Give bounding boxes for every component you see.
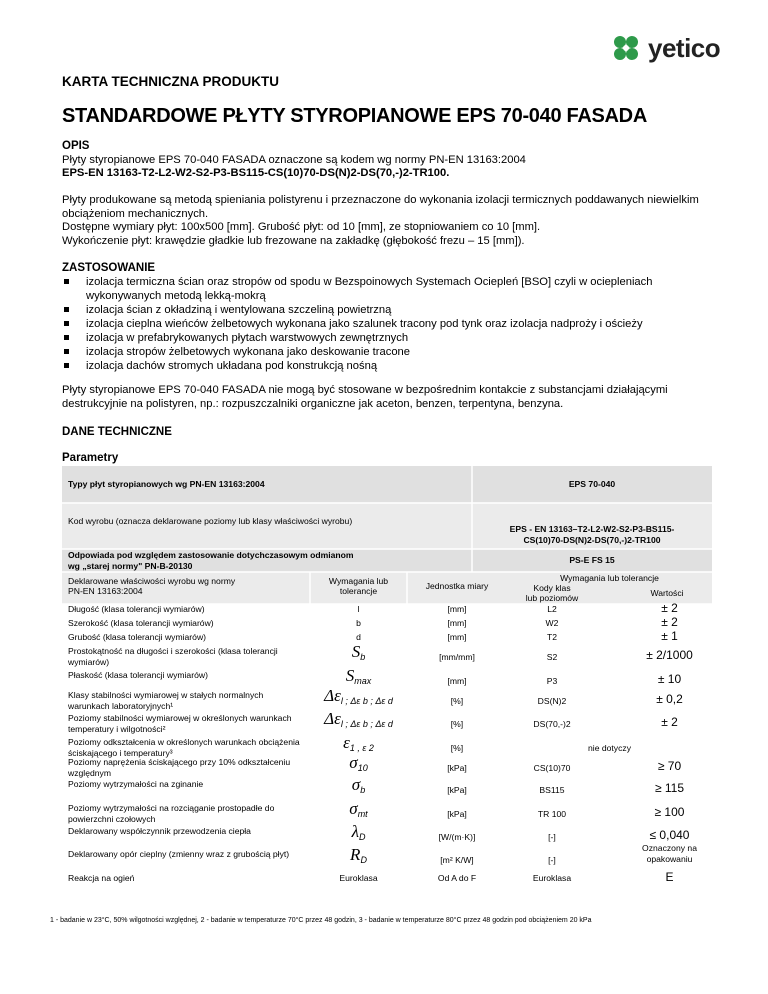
row-value: ± 1	[661, 629, 678, 643]
row-property: Poziomy stabilności wymiarowej w określonych warunkach temperatury i wilgotności²	[68, 713, 292, 734]
usage-warning: Płyty styropianowe EPS 70-040 FASADA nie mogą być stosowane w bezpośrednim kontakcie z substancjami działającymi destrukcyjnie na polistyren, np.: rozpuszczalniki organiczne jak aceton, benzen, terpentyna, benzyna.	[62, 384, 668, 410]
row-property: Klasy stabilności wymiarowej w stałych normalnych warunkach laboratoryjnych¹	[68, 690, 264, 711]
row-symbol-main: σ	[351, 775, 361, 794]
row-value: ± 2	[661, 601, 678, 615]
row-unit: [kPa]	[447, 785, 467, 795]
row-type-value: EPS 70-040	[568, 479, 616, 489]
doc-title: STANDARDOWE PŁYTY STYROPIANOWE EPS 70-040 FASADA	[62, 105, 647, 127]
row-value: ≥ 115	[654, 781, 685, 795]
col-codes-b: lub poziomów	[525, 593, 579, 603]
row-symbol	[310, 753, 407, 774]
row-symbol-sub: D	[360, 855, 367, 865]
row-value: ≤ 0,040	[649, 828, 690, 842]
row-unit: [m² K/W]	[440, 855, 474, 865]
row-symbol	[310, 733, 407, 754]
row-class-code: W2	[545, 618, 559, 628]
row-symbol	[310, 666, 407, 687]
opis-code: EPS-EN 13163-T2-L2-W2-S2-P3-BS115-CS(10)70-DS(N)2-DS(70,-)2-TR100.	[62, 167, 450, 179]
row-property: Grubość (klasa tolerancji wymiarów)	[68, 632, 207, 642]
row-unit: [%]	[450, 719, 464, 729]
row-class-code: BS115	[539, 785, 565, 795]
row-class-code: [-]	[548, 832, 556, 842]
row-symbol: b	[356, 618, 361, 628]
list-item: izolacja w prefabrykowanych płytach warstwowych zewnętrznych	[62, 331, 712, 345]
row-class-code: [-]	[548, 855, 556, 865]
parametry-subheading: Parametry	[62, 452, 119, 464]
col-prop-b: PN-EN 13163:2004	[68, 586, 143, 596]
row-symbol-sub: max	[354, 676, 372, 686]
row-property: Deklarowany współczynnik przewodzenia ciepła	[68, 826, 251, 836]
row-unit: [mm]	[447, 676, 467, 686]
row-symbol-sub: D	[358, 832, 366, 842]
row-symbol	[310, 822, 407, 843]
row-symbol-sub: b	[360, 652, 366, 662]
section-dane-heading: DANE TECHNICZNE	[62, 426, 172, 438]
list-item: izolacja ścian z okładziną i wentylowana szczeliną powietrzną	[62, 303, 712, 317]
row-symbol-sub: b	[360, 785, 366, 795]
brand-logo	[610, 30, 730, 66]
row-property: Poziomy odkształcenia w określonych warunkach obciążenia ściskającego i temperatury³	[68, 737, 300, 758]
row-property: Prostokątność na długości i szerokości (klasa tolerancji wymiarów)	[68, 646, 278, 667]
row-symbol-sub: 1 , ε 2	[349, 743, 374, 753]
row-old-norm-value: PS-E FS 15	[569, 555, 615, 565]
row-symbol-main: Δε	[324, 709, 341, 728]
row-unit: [kPa]	[447, 763, 467, 773]
row-property: Płaskość (klasa tolerancji wymiarów)	[68, 670, 208, 680]
row-value: ≥ 100	[654, 805, 685, 819]
row-value: E	[665, 870, 674, 884]
row-class-code: nie dotyczy	[588, 743, 631, 753]
section-zastosowanie-heading: ZASTOSOWANIE	[62, 262, 156, 274]
opis-para4: Wykończenie płyt: krawędzie gładkie lub frezowane na zakładkę (głębokość frezu – 15 [mm]).	[62, 235, 525, 247]
row-code-value-a: EPS - EN 13163–T2-L2-W2-S2-P3-BS115-	[509, 524, 675, 534]
col-tol: Wymagania lub tolerancje	[560, 573, 659, 583]
col-req-a: Wymagania lub	[328, 576, 389, 586]
row-unit: [%]	[450, 743, 464, 753]
row-unit: [mm/mm]	[439, 652, 475, 662]
row-symbol: d	[356, 632, 361, 642]
row-symbol	[310, 709, 407, 730]
row-class-code: T2	[546, 632, 558, 642]
row-class-code: S2	[546, 652, 558, 662]
row-symbol-main: σ	[349, 799, 358, 818]
col-prop-a: Deklarowane właściwości wyrobu wg normy	[68, 576, 236, 586]
col-values: Wartości	[650, 588, 684, 598]
row-unit: [%]	[450, 696, 464, 706]
row-property: Poziomy wytrzymałości na rozciąganie prostopadłe do powierzchni czołowych	[68, 803, 275, 824]
row-class-code: DS(70,-)2	[533, 719, 571, 729]
row-symbol-main: σ	[349, 753, 358, 772]
row-property: Poziomy wytrzymałości na zginanie	[68, 779, 204, 789]
col-req-b: tolerancje	[339, 586, 378, 596]
row-symbol-main: λ	[351, 822, 359, 841]
brand-name: yetico	[648, 32, 721, 63]
row-class-code: TR 100	[537, 809, 567, 819]
row-symbol	[310, 775, 407, 796]
row-value: ± 10	[657, 672, 682, 686]
row-symbol-main: ε	[343, 733, 350, 752]
clover-icon	[610, 32, 642, 64]
row-class-code: P3	[546, 676, 558, 686]
row-symbol	[310, 845, 407, 866]
row-symbol-sub: 10	[357, 763, 368, 773]
row-value: Oznaczony na opakowaniu	[642, 843, 697, 864]
list-item: izolacja termiczna ścian oraz stropów od spodu w Bezspoinowych Systemach Ociepleń [BSO] czyli w ociepleniach wykonywanych metodą lekką-mokrą	[62, 275, 712, 303]
row-unit: [kPa]	[447, 809, 467, 819]
row-symbol	[310, 799, 407, 820]
doc-kicker: KARTA TECHNICZNA PRODUKTU	[62, 74, 279, 89]
col-unit: Jednostka miary	[425, 581, 489, 591]
section-opis-heading: OPIS	[62, 140, 90, 152]
row-symbol-main: S	[345, 666, 355, 685]
applications-list	[62, 275, 712, 373]
row-symbol-main: R	[350, 845, 361, 864]
row-value: ± 2	[661, 615, 678, 629]
row-symbol-sub: l ; Δε b ; Δε d	[340, 719, 393, 729]
row-property: Deklarowany opór cieplny (zmienny wraz z grubością płyt)	[68, 849, 290, 859]
row-code-value-b: CS(10)70-DS(N)2-DS(70,-)2-TR100	[523, 535, 661, 545]
row-old-norm-label-b: wg „starej normy" PN-B-20130	[68, 561, 193, 571]
row-symbol-sub: l ; Δε b ; Δε d	[340, 696, 393, 706]
list-item: izolacja stropów żelbetowych wykonana jako deskowanie tracone	[62, 345, 712, 359]
row-unit: [mm]	[447, 618, 467, 628]
row-symbol-sub: mt	[357, 809, 368, 819]
row-property: Szerokość (klasa tolerancji wymiarów)	[68, 618, 214, 628]
row-value: ± 2	[661, 715, 678, 729]
row-unit: [mm]	[447, 604, 467, 614]
row-value: ± 0,2	[656, 692, 683, 706]
row-old-norm-label-a: Odpowiada pod względem zastosowanie dotychczasowym odmianom	[68, 550, 354, 560]
row-property: Poziomy naprężenia ściskającego przy 10% odkształceniu względnym	[68, 757, 291, 778]
row-symbol: Euroklasa	[339, 873, 378, 883]
row-symbol: l	[357, 604, 360, 614]
col-codes-a: Kody klas	[533, 583, 571, 593]
row-unit: [mm]	[447, 632, 467, 642]
list-item: izolacja cieplna wieńców żelbetowych wykonana jako szalunek tracony pod tynk oraz izolacja nadproży i ościeży	[62, 317, 712, 331]
row-code-label: Kod wyrobu (oznacza deklarowane poziomy lub klasy właściwości wyrobu)	[68, 516, 353, 526]
row-property: Długość (klasa tolerancji wymiarów)	[68, 604, 205, 614]
row-class-code: CS(10)70	[533, 763, 571, 773]
row-value: ± 2/1000	[646, 648, 693, 662]
opis-line1: Płyty styropianowe EPS 70-040 FASADA oznaczone są kodem wg normy PN-EN 13163:2004	[62, 154, 526, 166]
opis-para2: Płyty produkowane są metodą spieniania polistyrenu i przeznaczone do wykonania izolacji termicznych poddawanych niewielkim obciążeniom mechanicznych.	[62, 194, 699, 220]
row-class-code: DS(N)2	[537, 696, 567, 706]
row-symbol	[310, 642, 407, 663]
row-symbol-main: S	[351, 642, 361, 661]
row-value: ≥ 70	[657, 759, 682, 773]
table-footnote: 1 - badanie w 23°C, 50% wilgotności względnej, 2 - badanie w temperaturze 70°C przez 48 godzin, 3 - badanie w temperaturze 80°C przez 48 godzin pod obciążeniem 20 kPa	[50, 917, 592, 924]
row-symbol	[310, 686, 407, 707]
row-class-code: L2	[547, 604, 557, 614]
row-class-code: Euroklasa	[532, 873, 572, 883]
row-property: Reakcja na ogień	[68, 873, 135, 883]
row-symbol-main: Δε	[324, 686, 341, 705]
opis-para3: Dostępne wymiary płyt: 100x500 [mm]. Grubość płyt: od 10 [mm], ze stopniowaniem co 10 [mm].	[62, 221, 541, 233]
row-unit: [W/(m·K)]	[438, 832, 476, 842]
row-type-label: Typy płyt styropianowych wg PN-EN 13163:2004	[68, 479, 265, 489]
row-unit: Od A do F	[437, 873, 477, 883]
list-item: izolacja dachów stromych układana pod konstrukcją nośną	[62, 359, 712, 373]
